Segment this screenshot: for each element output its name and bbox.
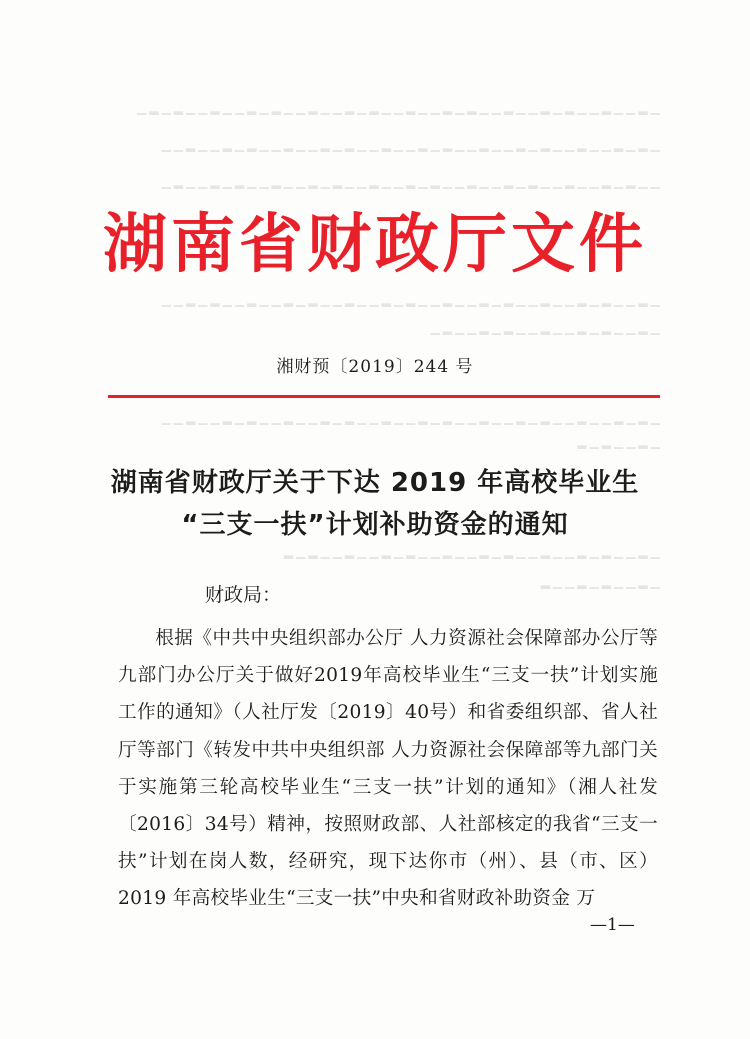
bleed-through-line: ▁▂▁▁▂▁▂▁▁▂▁▁▂▁▂▁▁▂▁: [427, 321, 660, 335]
title-line-1: 湖南省财政厅关于下达 2019 年高校毕业生: [110, 468, 640, 498]
page-number: —1—: [590, 915, 635, 935]
red-separator-line: [108, 395, 660, 398]
document-title: [0, 462, 750, 546]
bleed-through-line: ▁▂▁▁▂▁▂▁▁▂▁▁▂▁▂▁▁▂▁▁▂▁▂▁▁▂▁▁▂▁▂▁▁▂▁▁▂▁▂▁▁: [158, 293, 660, 307]
bleed-through-line: ▁▂▁▁▂▁▂▁▁▂: [537, 575, 660, 589]
document-masthead: 湖南省财政厅文件: [103, 208, 647, 282]
salutation: 财政局：: [205, 584, 282, 606]
bleed-through-line: ▁▂▁▁▂▁▂▁▁▂▁▁▂▁▂▁▁▂▁▁▂▁▂▁▁▂▁▁▂▁▂: [280, 545, 660, 559]
bleed-through-line: ▁▂▁▁▂▁▂: [574, 435, 660, 449]
bleed-through-line: ▁▂▁▁▂▁▁▂▁▂▁▁▂▁▁▂▁▂▁▁▂▁▁▂▁▂▁▁▂▁▁▂▁▂▁▁▂▁▁▂▁▂▁: [134, 101, 660, 115]
document-number: 湘财预〔2019〕244 号: [276, 357, 474, 377]
bleed-through-line: ▁▂▁▂▁▁▂▁▁▂▁▂▁▁▂▁▁▂▁▂▁▁▂▁▁▂▁▂▁▁▂▁▁▂▁▂▁▁▂▁▁: [158, 411, 660, 425]
title-line-2: “三支一扶”计划补助资金的通知: [181, 510, 569, 540]
bleed-through-line: ▁▁▂▁▂▁▁▂▁▁▂▁▂▁▁▂▁▁▂▁▂▁▁▂▁▁▂▁▂▁▁▂▁▁▂▁▂▁▁▂▁: [158, 175, 660, 189]
body-paragraph: 根据《中共中央组织部办公厅 人力资源社会保障部办公厅等九部门办公厅关于做好2019年高校毕业生“三支一扶”计划实施工作的通知》（人社厅发〔2019〕40号）和省委组织部、省人社厅等部门《转发中共中央组织部 人力资源社会保障部等九部门关于实施第三轮高校毕业生“三支一扶”计划的通知》（湘人社发〔2016〕34号）精神，按照财政部、人社部核定的我省“三支一扶”计划在岗人数，经研究，现下达你市（州）、县（市、区）2019 年高校毕业生“三支一扶”中央和省财政补助资金 万: [118, 628, 658, 910]
bleed-through-line: ▁▂▁▂▁▁▂▁▁▂▁▂▁▁▂▁▁▂▁▂▁▁▂▁▁▂▁▂▁▁▂▁▁▂▁▂▁▁▂▁▁: [158, 138, 660, 152]
